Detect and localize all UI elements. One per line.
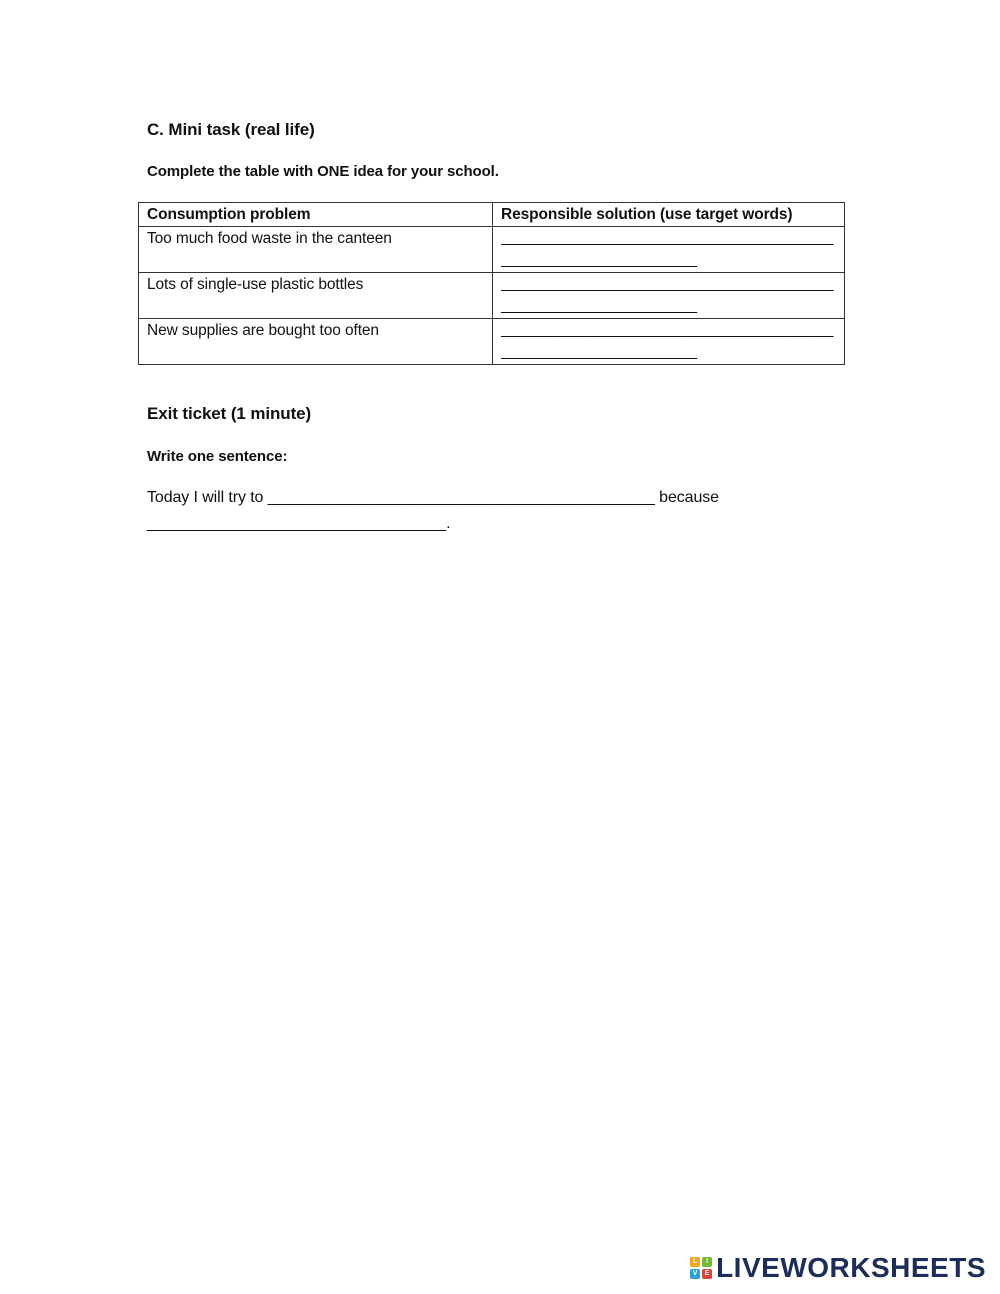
answer-blank-line[interactable]: _______________________________________: [501, 321, 834, 338]
logo-mark-tile: L: [690, 1257, 700, 1267]
logo-mark-tile: I: [702, 1257, 712, 1267]
section-c-title: C. Mini task (real life): [147, 120, 315, 139]
exit-ticket-title: Exit ticket (1 minute): [147, 404, 312, 423]
solution-answer-field[interactable]: [493, 319, 845, 365]
solution-answer-field[interactable]: [493, 227, 845, 273]
answer-blank-line[interactable]: _______________________: [501, 297, 697, 314]
answer-blank-line[interactable]: _______________________________________: [501, 229, 834, 246]
logo-mark-tile: E: [702, 1269, 712, 1279]
solution-answer-field[interactable]: [493, 273, 845, 319]
section-c-instruction: Complete the table with ONE idea for your school.: [147, 163, 499, 180]
consumption-table: [138, 202, 845, 365]
liveworksheets-mark-icon: [690, 1257, 712, 1279]
answer-blank-line[interactable]: _______________________: [501, 343, 697, 360]
problem-cell: Too much food waste in the canteen: [139, 227, 493, 273]
answer-blank-line[interactable]: _______________________: [501, 251, 697, 268]
table-row: [139, 319, 845, 365]
answer-blank-line[interactable]: _______________________________________: [501, 275, 834, 292]
liveworksheets-logo-text: LIVEWORKSHEETS: [716, 1252, 986, 1283]
table-row: [139, 227, 845, 273]
header-responsible-solution: Responsible solution (use target words): [493, 203, 845, 227]
liveworksheets-logo: [690, 1252, 986, 1284]
logo-mark-tile: V: [690, 1269, 700, 1279]
table-header-row: [139, 203, 845, 227]
exit-ticket-instruction: Write one sentence:: [147, 448, 288, 465]
exit-sentence-line-2[interactable]: __________________________________.: [147, 515, 451, 532]
problem-cell: Lots of single-use plastic bottles: [139, 273, 493, 319]
problem-cell: New supplies are bought too often: [139, 319, 493, 365]
table-row: [139, 273, 845, 319]
exit-sentence-line-1[interactable]: Today I will try to ____________________________________________ because: [147, 489, 719, 506]
header-consumption-problem: Consumption problem: [139, 203, 493, 227]
